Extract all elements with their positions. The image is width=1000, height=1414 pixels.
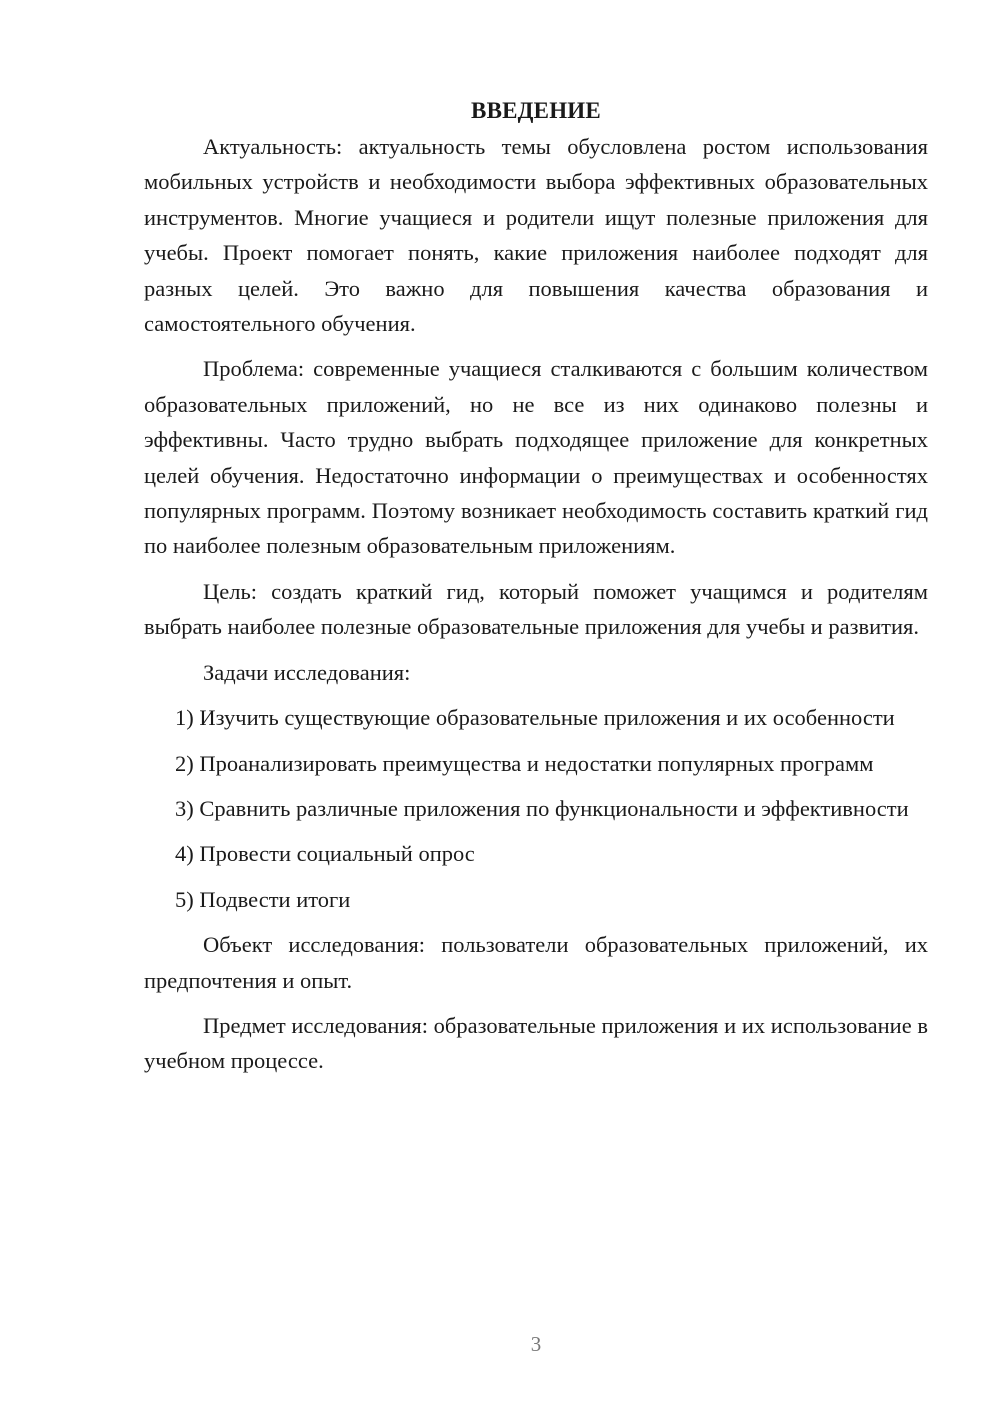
object-paragraph: Объект исследования: пользователи образовательных приложений, их предпочтения и опыт. xyxy=(144,932,928,993)
goal-paragraph: Цель: создать краткий гид, который поможет учащимся и родителям выбрать наиболее полезные образовательные приложения для учебы и развития. xyxy=(144,578,928,640)
problem-paragraph: Проблема: современные учащиеся сталкиваются с большим количеством образовательных приложений, но не все из них одинаково полезны и эффективны. Часто трудно выбрать подходящее приложение для конкретных целей обучения. Недостаточно информации о преимуществах и особенностях популярных программ. Поэтому возникает необходимость составить краткий гид по наиболее полезным образовательным приложениям. xyxy=(144,356,928,559)
subject-paragraph: Предмет исследования: образовательные приложения и их использование в учебном процессе. xyxy=(144,1012,928,1074)
document-page xyxy=(144,96,928,1089)
relevance-paragraph: Актуальность: актуальность темы обусловлена ростом использования мобильных устройств и необходимости выбора эффективных образовательных инструментов. Многие учащиеся и родители ищут полезные приложения для учебы. Проект помогает понять, какие приложения наиболее подходят для разных целей. Это важно для повышения качества образования и самостоятельного обучения. xyxy=(144,134,928,337)
task-item-2: 2) Проанализировать преимущества и недостатки популярных программ xyxy=(175,750,874,776)
task-item-1: 1) Изучить существующие образовательные приложения и их особенности xyxy=(175,705,895,731)
section-title: ВВЕДЕНИЕ xyxy=(471,98,601,123)
tasks-heading: Задачи исследования: xyxy=(203,659,411,685)
task-item-3: 3) Сравнить различные приложения по функциональности и эффективности xyxy=(175,795,909,821)
page-number: 3 xyxy=(530,1332,542,1356)
task-item-4: 4) Провести социальный опрос xyxy=(175,841,475,867)
task-item-5: 5) Подвести итоги xyxy=(175,886,351,912)
